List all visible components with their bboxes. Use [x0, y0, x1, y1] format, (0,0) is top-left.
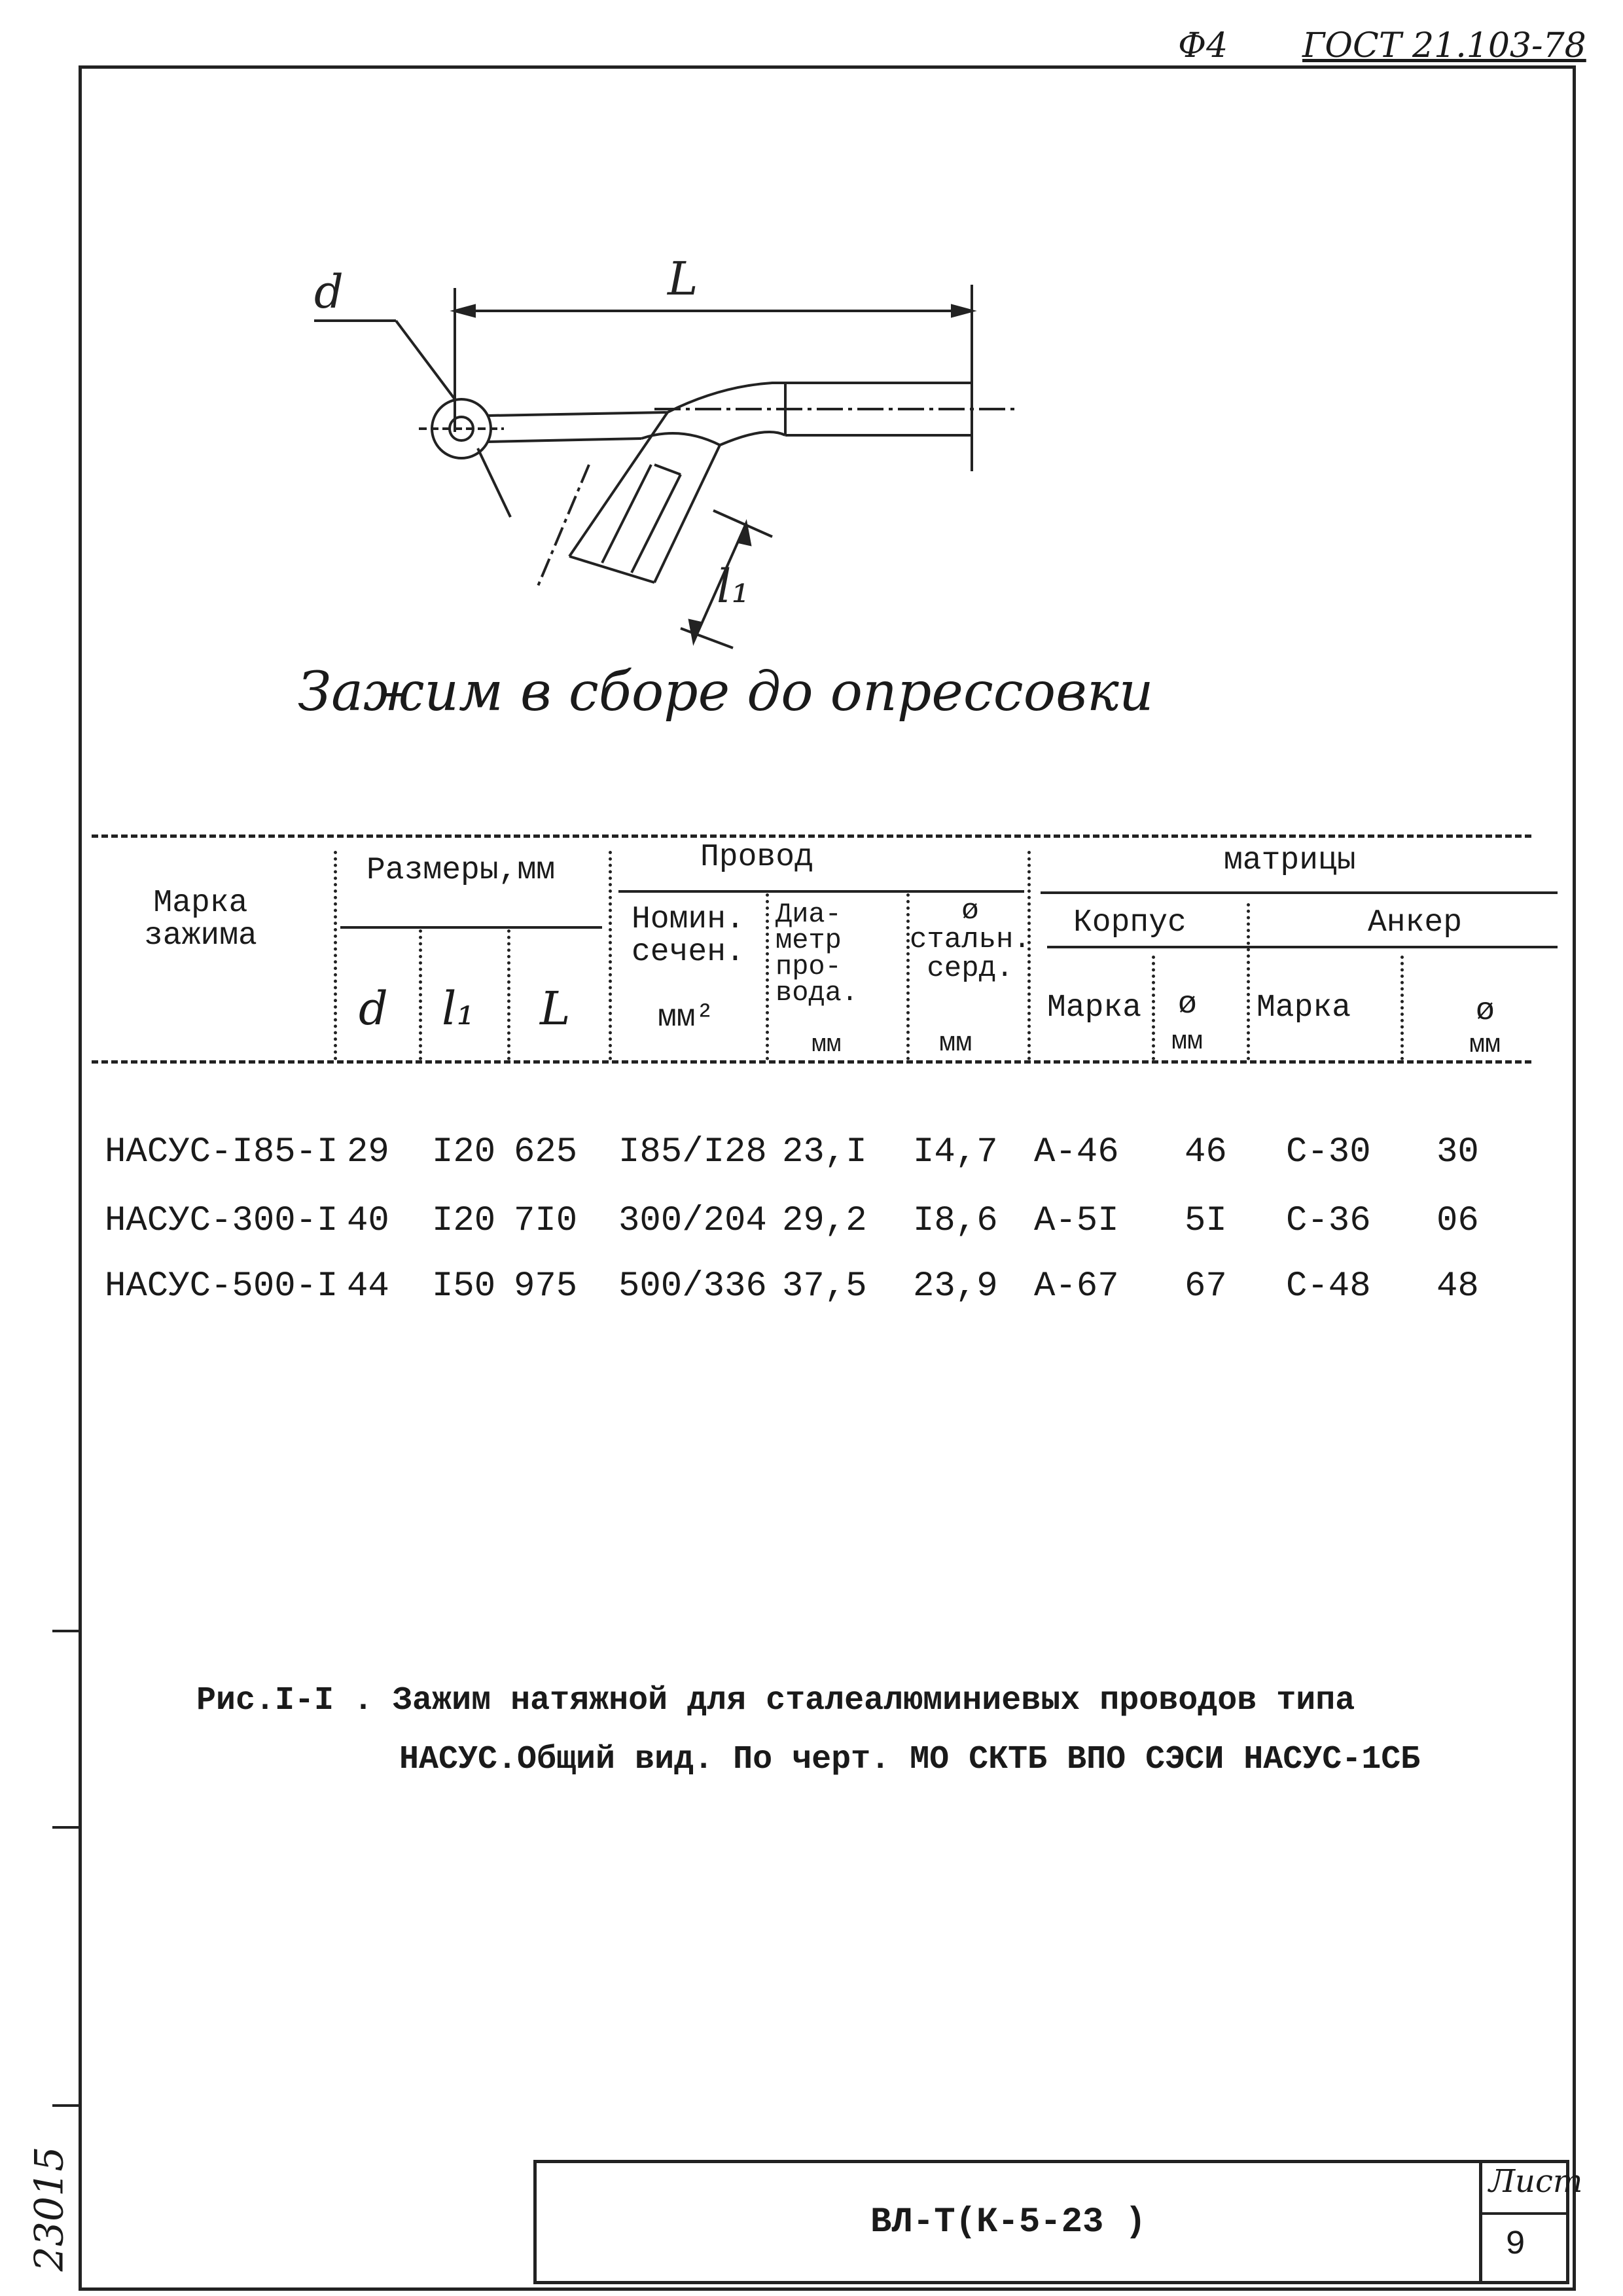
header-mark: Марка зажима — [144, 886, 257, 954]
drawing-caption: Зажим в сборе до опрессовки — [298, 661, 1154, 723]
title-block-sheet-label: Лист — [1489, 2163, 1583, 2200]
cell-body-dia: 5I — [1185, 1201, 1227, 1241]
cell-anchor-mark: С-36 — [1286, 1201, 1371, 1241]
header-l1: l₁ — [442, 982, 475, 1035]
table-sep-5 — [766, 893, 769, 1060]
cell-diameter: 23,I — [782, 1132, 867, 1172]
table-sep-1 — [334, 851, 337, 1060]
side-number: 23015 — [26, 2146, 73, 2272]
cell-mark: НАСУС-300-I — [105, 1201, 338, 1241]
cell-L: 625 — [514, 1132, 578, 1172]
table-sep-8 — [1152, 956, 1155, 1060]
cell-body-mark: А-46 — [1034, 1132, 1119, 1172]
cell-L: 975 — [514, 1266, 578, 1306]
cell-body-dia: 67 — [1185, 1266, 1227, 1306]
title-block-code: ВЛ-Т(К-5-23 ) — [870, 2202, 1147, 2242]
cell-anchor-dia: 06 — [1436, 1201, 1479, 1241]
cell-anchor-dia: 30 — [1436, 1132, 1479, 1172]
table-sep-2 — [419, 929, 422, 1060]
standard-number: ГОСТ 21.103-78 — [1302, 26, 1586, 65]
cell-mark: НАСУС-I85-I — [105, 1132, 338, 1172]
wire-rule — [618, 890, 1024, 893]
margin-tick-1 — [52, 1630, 82, 1632]
cell-core: 23,9 — [913, 1266, 998, 1306]
table-header-bottom-rule — [92, 1060, 1531, 1064]
table-top-rule — [92, 834, 1531, 838]
header-nominal: Номин. сечен. — [632, 902, 745, 971]
header-d: d — [359, 982, 388, 1035]
cell-nominal: I85/I28 — [618, 1132, 767, 1172]
dies-rule — [1041, 891, 1558, 894]
title-block-sheet-rule — [1479, 2212, 1569, 2215]
cell-d: 29 — [347, 1132, 389, 1172]
cell-diameter: 29,2 — [782, 1201, 867, 1241]
title-block-sheet-number: 9 — [1505, 2225, 1526, 2264]
header-dies: матрицы — [1224, 843, 1356, 878]
cell-mark: НАСУС-500-I — [105, 1266, 338, 1306]
figure-caption-line-1: Рис.I-I . Зажим натяжной для сталеалюминиевых проводов типа — [196, 1682, 1355, 1719]
header-L: L — [540, 982, 571, 1035]
dies-sub-rule — [1047, 946, 1558, 948]
figure-caption-line-2: НАСУС.Общий вид. По черт. МО СКТБ ВПО СЭСИ НАСУС-1СБ — [399, 1741, 1421, 1778]
title-block-divider — [1479, 2160, 1482, 2284]
cell-l1: I50 — [432, 1266, 496, 1306]
header-nominal-unit: мм² — [658, 1000, 715, 1035]
cell-l1: I20 — [432, 1132, 496, 1172]
cell-body-mark: А-67 — [1034, 1266, 1119, 1306]
header-diameter-unit: мм — [812, 1031, 842, 1059]
header-core-unit: мм — [939, 1028, 972, 1059]
table-sep-10 — [1400, 956, 1404, 1060]
margin-tick-2 — [52, 1826, 82, 1829]
header-core: ø стальн. серд. — [910, 895, 1031, 985]
cell-anchor-mark: С-30 — [1286, 1132, 1371, 1172]
sizes-rule — [340, 926, 602, 929]
cell-nominal: 300/204 — [618, 1201, 767, 1241]
header-anchor-dia-unit: мм — [1469, 1031, 1501, 1060]
cell-nominal: 500/336 — [618, 1266, 767, 1306]
header-diameter: Диа- метр про- вода. — [776, 899, 859, 1009]
sheet-code: Ф4 — [1178, 26, 1228, 65]
header-body-dia: ø — [1178, 987, 1197, 1022]
label-l1: l₁ — [717, 560, 750, 613]
cell-diameter: 37,5 — [782, 1266, 867, 1306]
header-wire: Провод — [700, 840, 813, 875]
cell-d: 40 — [347, 1201, 389, 1241]
label-d: d — [314, 265, 344, 319]
margin-tick-3 — [52, 2104, 82, 2107]
cell-l1: I20 — [432, 1201, 496, 1241]
table-sep-9 — [1247, 903, 1250, 1060]
header-anchor-dia: ø — [1476, 994, 1495, 1029]
cell-body-mark: А-5I — [1034, 1201, 1119, 1241]
cell-anchor-mark: С-48 — [1286, 1266, 1371, 1306]
header-body-mark: Марка — [1047, 990, 1142, 1026]
header-anchor-mark: Марка — [1257, 990, 1351, 1026]
table-sep-3 — [507, 929, 510, 1060]
header-body: Корпус — [1073, 905, 1186, 941]
cell-d: 44 — [347, 1266, 389, 1306]
cell-L: 7I0 — [514, 1201, 578, 1241]
clamp-drawing — [262, 249, 1047, 681]
cell-body-dia: 46 — [1185, 1132, 1227, 1172]
header-body-dia-unit: мм — [1171, 1028, 1204, 1057]
header-sizes: Размеры,мм — [366, 853, 556, 888]
label-L: L — [668, 252, 698, 306]
cell-core: I8,6 — [913, 1201, 998, 1241]
cell-core: I4,7 — [913, 1132, 998, 1172]
header-anchor: Анкер — [1368, 905, 1463, 941]
table-sep-4 — [609, 851, 612, 1060]
cell-anchor-dia: 48 — [1436, 1266, 1479, 1306]
